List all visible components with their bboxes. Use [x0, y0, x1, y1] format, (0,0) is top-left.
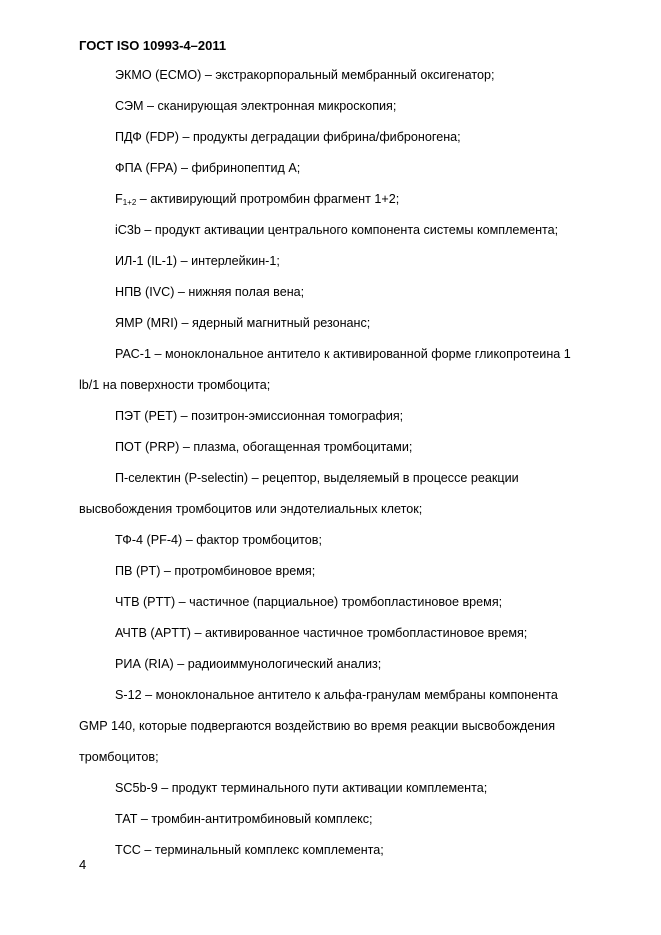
entry-text — [79, 835, 384, 866]
abbreviation-entry — [79, 556, 609, 587]
entry-definition: П-селектин (P-selectin) – рецептор, выделяемый в процессе реакции — [115, 471, 519, 485]
entry-definition: СЭМ – сканирующая электронная микроскопия; — [115, 99, 397, 113]
entry-text — [79, 773, 487, 804]
entry-text — [79, 587, 502, 618]
abbreviation-entry — [79, 804, 609, 835]
entry-text — [79, 308, 370, 339]
entry-definition: ПДФ (FDP) – продукты деградации фибрина/фиброногена; — [115, 130, 461, 144]
entry-text — [79, 184, 399, 215]
entry-subscript: 1+2 — [122, 198, 137, 207]
entry-definition: – активирующий протромбин фрагмент 1+2; — [136, 192, 400, 206]
abbreviation-entry — [79, 835, 609, 866]
entry-text — [79, 153, 300, 184]
entry-text — [79, 277, 304, 308]
entry-definition: ЯМР (MRI) – ядерный магнитный резонанс; — [115, 316, 371, 330]
entry-definition: ФПА (FPA) – фибринопептид А; — [115, 161, 301, 175]
entry-definition: ЭКМО (ECMO) – экстракорпоральный мембранный оксигенатор; — [115, 68, 495, 82]
abbreviation-entry — [79, 184, 609, 215]
standard-title: ГОСТ ISO 10993-4–2011 — [79, 38, 227, 53]
entry-definition: ЧТВ (PTT) – частичное (парциальное) тромбопластиновое время; — [115, 595, 503, 609]
abbreviation-entry — [79, 432, 609, 463]
entry-text — [79, 525, 322, 556]
entry-text — [79, 60, 494, 91]
abbreviation-entry — [79, 91, 609, 122]
entry-text — [79, 91, 396, 122]
entry-text — [79, 122, 461, 153]
abbreviation-entry — [79, 277, 609, 308]
entry-text — [79, 432, 412, 463]
abbreviation-entry — [79, 308, 609, 339]
entry-text — [79, 339, 571, 370]
abbreviation-entry — [79, 587, 609, 618]
entry-text — [79, 463, 519, 494]
abbreviation-entry — [79, 339, 609, 401]
entry-text — [79, 215, 558, 246]
entry-definition: РАС-1 – моноклональное антитело к активированной форме гликопротеина 1 — [115, 347, 571, 361]
entry-definition: ТАТ – тромбин-антитромбиновый комплекс; — [115, 812, 373, 826]
entry-definition: ТФ-4 (PF-4) – фактор тромбоцитов; — [115, 533, 322, 547]
entry-definition: ПЭТ (PET) – позитрон-эмиссионная томография; — [115, 409, 404, 423]
abbreviation-entry — [79, 122, 609, 153]
entry-definition: НПВ (IVC) – нижняя полая вена; — [115, 285, 305, 299]
entry-definition: АЧТВ (APTT) – активированное частичное тромбопластиновое время; — [115, 626, 528, 640]
abbreviation-list — [79, 60, 609, 866]
abbreviation-entry — [79, 618, 609, 649]
entry-text — [79, 401, 403, 432]
entry-definition: ТСС – терминальный комплекс комплемента; — [115, 843, 384, 857]
abbreviation-entry — [79, 401, 609, 432]
entry-text — [79, 649, 381, 680]
entry-continuation: тромбоцитов; — [79, 750, 159, 764]
entry-definition: ПОТ (PRP) – плазма, обогащенная тромбоцитами; — [115, 440, 413, 454]
abbreviation-entry — [79, 60, 609, 91]
page-number: 4 — [79, 857, 87, 872]
entry-text — [79, 804, 373, 835]
entry-definition: ИЛ-1 (IL-1) – интерлейкин-1; — [115, 254, 280, 268]
abbreviation-entry — [79, 773, 609, 804]
entry-definition: S-12 – моноклональное антитело к альфа-гранулам мембраны компонента — [115, 688, 558, 702]
entry-continuation: GMP 140, которые подвергаются воздействию во время реакции высвобождения — [79, 719, 556, 733]
entry-text — [79, 246, 280, 277]
abbreviation-entry — [79, 649, 609, 680]
entry-definition: iC3b – продукт активации центрального компонента системы комплемента; — [115, 223, 559, 237]
abbreviation-entry — [79, 680, 609, 773]
entry-definition: ПВ (PT) – протромбиновое время; — [115, 564, 316, 578]
abbreviation-entry — [79, 463, 609, 525]
abbreviation-entry — [79, 215, 609, 246]
abbreviation-entry — [79, 153, 609, 184]
entry-continuation: высвобождения тромбоцитов или эндотелиальных клеток; — [79, 502, 423, 516]
entry-definition: SC5b-9 – продукт терминального пути активации комплемента; — [115, 781, 488, 795]
entry-text — [79, 556, 315, 587]
abbreviation-entry — [79, 246, 609, 277]
entry-symbol: F — [115, 192, 123, 206]
entry-continuation: lb/1 на поверхности тромбоцита; — [79, 378, 271, 392]
entry-text — [79, 680, 558, 711]
abbreviation-entry — [79, 525, 609, 556]
entry-text — [79, 618, 527, 649]
entry-definition: РИА (RIA) – радиоиммунологический анализ; — [115, 657, 382, 671]
